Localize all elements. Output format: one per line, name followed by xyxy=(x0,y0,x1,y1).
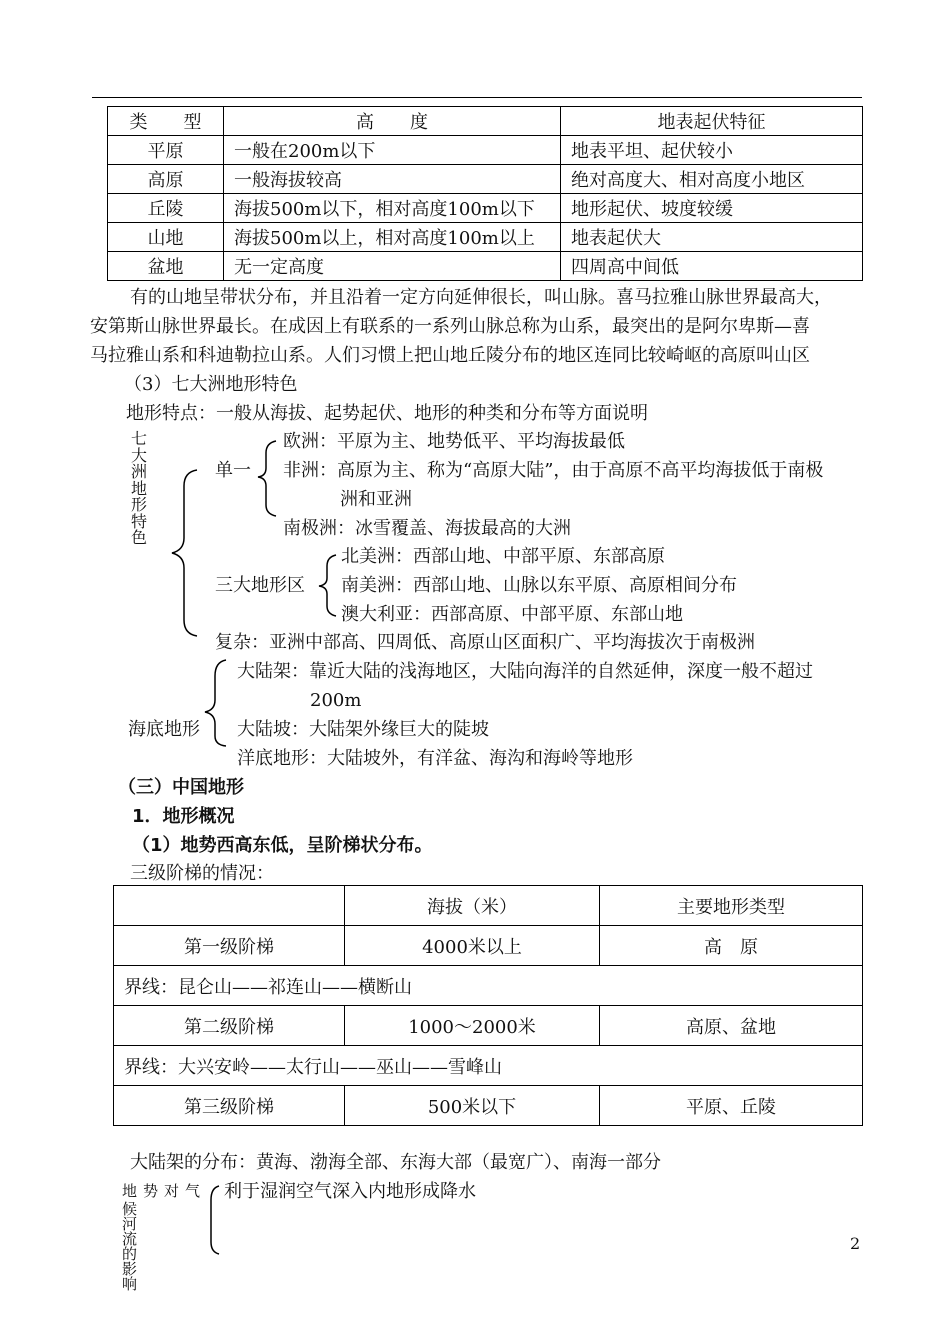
boundary-cell: 界线：昆仑山——祁连山——横断山 xyxy=(114,966,863,1006)
table-cell: 丘陵 xyxy=(108,194,224,223)
table-header-cell xyxy=(114,886,345,926)
table-cell: 高 原 xyxy=(600,926,863,966)
table-cell: 平原、丘陵 xyxy=(600,1086,863,1126)
continents-vertical-label: 七大洲地形特色 xyxy=(131,429,148,547)
ocean-floor-line: 洋底地形：大陆坡外，有洋盆、海沟和海岭等地形 xyxy=(237,748,633,769)
europe-line: 欧洲：平原为主、地势低平、平均海拔最低 xyxy=(283,431,625,452)
table-cell: 一般海拔较高 xyxy=(224,165,561,194)
antarctica-line: 南极洲：冰雪覆盖、海拔最高的大洲 xyxy=(283,518,571,539)
shelf-distribution-line: 大陆架的分布：黄海、渤海全部、东海大部（最宽广）、南海一部分 xyxy=(130,1152,661,1173)
table-header-row xyxy=(114,886,863,926)
table-cell: 1000～2000米 xyxy=(345,1006,600,1046)
paragraph-line: 安第斯山脉世界最长。在成因上有联系的一系列山脉总称为山系，最突出的是阿尔卑斯—喜 xyxy=(90,316,810,337)
boundary-cell: 界线：大兴安岭——太行山——巫山——雪峰山 xyxy=(114,1046,863,1086)
table-cell: 第一级阶梯 xyxy=(114,926,345,966)
south-america-line: 南美洲：西部山地、山脉以东平原、高原相间分布 xyxy=(341,575,737,596)
north-america-line: 北美洲：西部山地、中部平原、东部高原 xyxy=(341,546,665,567)
table-row xyxy=(114,966,863,1006)
page-number: 2 xyxy=(850,1234,861,1253)
influence-label-line1: 地势对气 xyxy=(122,1182,207,1200)
table-cell: 第二级阶梯 xyxy=(114,1006,345,1046)
continental-shelf-line: 大陆架：靠近大陆的浅海地区，大陆向海洋的自然延伸，深度一般不超过 xyxy=(237,661,813,682)
overview-heading: 1．地形概况 xyxy=(132,806,235,827)
steps-table xyxy=(113,885,863,1126)
table-header-cell: 类 型 xyxy=(108,107,224,136)
influence-label-text: 候河流的影响 xyxy=(122,1200,138,1293)
table-cell: 四周高中间低 xyxy=(561,252,863,281)
table-header-cell: 地表起伏特征 xyxy=(561,107,863,136)
paragraph-line: 有的山地呈带状分布，并且沿着一定方向延伸很长，叫山脉。喜马拉雅山脉世界最高大， xyxy=(130,287,832,308)
table-row xyxy=(114,1086,863,1126)
table-cell: 盆地 xyxy=(108,252,224,281)
africa-line-cont: 洲和亚洲 xyxy=(340,489,412,510)
table-cell: 4000米以上 xyxy=(345,926,600,966)
table-cell: 绝对高度大、相对高度小地区 xyxy=(561,165,863,194)
africa-line: 非洲：高原为主、称为“高原大陆”，由于高原不高平均海拔低于南极 xyxy=(283,460,824,481)
table-row xyxy=(114,1006,863,1046)
table-cell: 第三级阶梯 xyxy=(114,1086,345,1126)
table-cell: 地表起伏大 xyxy=(561,223,863,252)
table-cell: 一般在200m以下 xyxy=(224,136,561,165)
terrain-features-line: 地形特点：一般从海拔、起势起伏、地形的种类和分布等方面说明 xyxy=(126,403,648,424)
single-label: 单一 xyxy=(215,460,251,481)
table-cell: 高原、盆地 xyxy=(600,1006,863,1046)
table-cell: 山地 xyxy=(108,223,224,252)
australia-line: 澳大利亚：西部高原、中部平原、东部山地 xyxy=(341,604,683,625)
paragraph-line: 马拉雅山系和科迪勒拉山系。人们习惯上把山地丘陵分布的地区连同比较崎岖的高原叫山区 xyxy=(90,345,810,366)
table-cell: 海拔500m以下，相对高度100m以下 xyxy=(224,194,561,223)
section-heading: （3）七大洲地形特色 xyxy=(124,374,298,395)
steps-intro: 三级阶梯的情况： xyxy=(130,863,274,884)
complex-line: 复杂：亚洲中部高、四周低、高原山区面积广、平均海拔次于南极洲 xyxy=(215,632,755,653)
seabed-label: 海底地形 xyxy=(128,719,200,740)
table-header-cell: 主要地形类型 xyxy=(600,886,863,926)
continental-slope-line: 大陆坡：大陆架外缘巨大的陡坡 xyxy=(237,719,489,740)
table-header-cell: 高 度 xyxy=(224,107,561,136)
table-row xyxy=(114,1046,863,1086)
table-cell: 平原 xyxy=(108,136,224,165)
table-cell: 海拔500m以上，相对高度100m以上 xyxy=(224,223,561,252)
three-regions-label: 三大地形区 xyxy=(215,575,305,596)
table-cell: 地表平坦、起伏较小 xyxy=(561,136,863,165)
table-cell: 高原 xyxy=(108,165,224,194)
influence-item: 利于湿润空气深入内地形成降水 xyxy=(224,1181,476,1202)
table-cell: 无一定高度 xyxy=(224,252,561,281)
table-header-cell: 海拔（米） xyxy=(345,886,600,926)
china-heading: （三）中国地形 xyxy=(118,777,244,798)
influence-label-line2a xyxy=(122,1200,138,1293)
table-cell: 500米以下 xyxy=(345,1086,600,1126)
table-cell: 地形起伏、坡度较缓 xyxy=(561,194,863,223)
continental-shelf-line-cont: 200m xyxy=(310,690,362,711)
terrain-trend-heading: （1）地势西高东低，呈阶梯状分布。 xyxy=(132,835,433,856)
table-row xyxy=(114,926,863,966)
